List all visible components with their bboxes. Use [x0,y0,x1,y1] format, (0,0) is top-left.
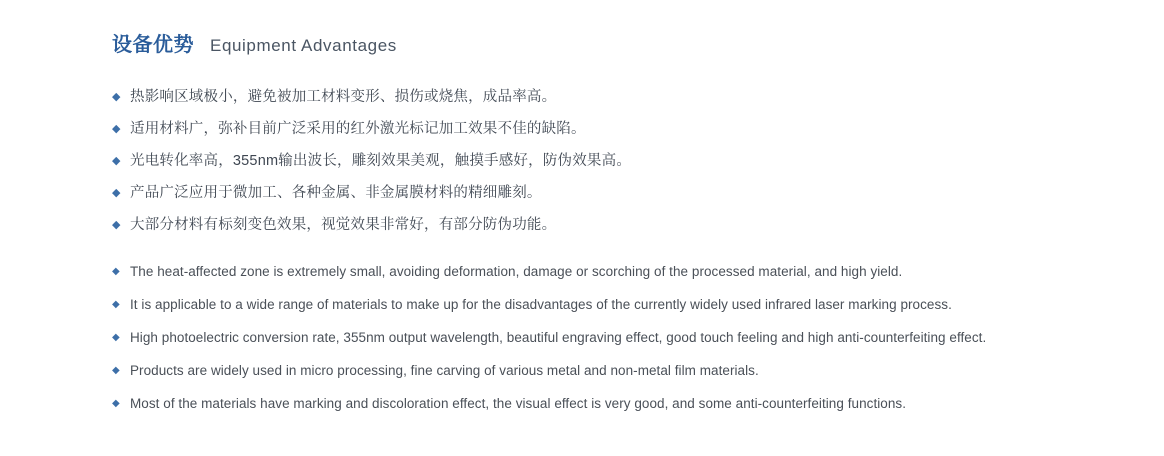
list-item [112,261,1104,282]
list-item [112,211,1104,239]
list-item-text: Products are widely used in micro processing, fine carving of various metal and non-metal film materials. [130,363,759,378]
list-item [112,115,1104,143]
list-item-text: 产品广泛应用于微加工、各种金属、非金属膜材料的精细雕刻。 [130,185,542,201]
list-item-text: The heat-affected zone is extremely small, avoiding deformation, damage or scorching of the processed material, and high yield. [130,264,903,279]
diamond-bullet-icon: ◆ [112,187,121,199]
list-item-text: 热影响区域极小，避免被加工材料变形、损伤或烧焦，成品率高。 [130,89,557,105]
advantages-list-en [112,261,1104,414]
diamond-bullet-icon: ◆ [112,91,121,103]
list-item-text: Most of the materials have marking and discoloration effect, the visual effect is very good, and some anti-counterfeiting functions. [130,396,907,411]
list-item-text: 适用材料广，弥补目前广泛采用的红外激光标记加工效果不佳的缺陷。 [130,121,586,137]
list-item-text: It is applicable to a wide range of materials to make up for the disadvantages of the currently widely used infrared laser marking process. [130,297,952,312]
diamond-bullet-icon: ◆ [112,365,120,376]
diamond-bullet-icon: ◆ [112,266,120,277]
diamond-bullet-icon: ◆ [112,155,121,167]
list-item-text: 大部分材料有标刻变色效果，视觉效果非常好，有部分防伪功能。 [130,217,557,233]
list-item [112,294,1104,315]
diamond-bullet-icon: ◆ [112,332,120,343]
diamond-bullet-icon: ◆ [112,398,120,409]
diamond-bullet-icon: ◆ [112,123,121,135]
list-item [112,360,1104,381]
list-item [112,83,1104,111]
list-item-text: High photoelectric conversion rate, 355nm output wavelength, beautiful engraving effect, good touch feeling and high anti-counterfeiting effect. [130,330,987,345]
list-item [112,327,1104,348]
list-item [112,179,1104,207]
list-item-text: 光电转化率高，355nm输出波长，雕刻效果美观，触摸手感好，防伪效果高。 [130,153,632,169]
list-item [112,147,1104,175]
section-heading [112,28,1104,57]
section-heading-en: Equipment Advantages [210,36,397,55]
advantages-list-cn [112,83,1104,239]
diamond-bullet-icon: ◆ [112,219,121,231]
list-item [112,393,1104,414]
diamond-bullet-icon: ◆ [112,299,120,310]
section-heading-cn: 设备优势 [112,34,194,56]
